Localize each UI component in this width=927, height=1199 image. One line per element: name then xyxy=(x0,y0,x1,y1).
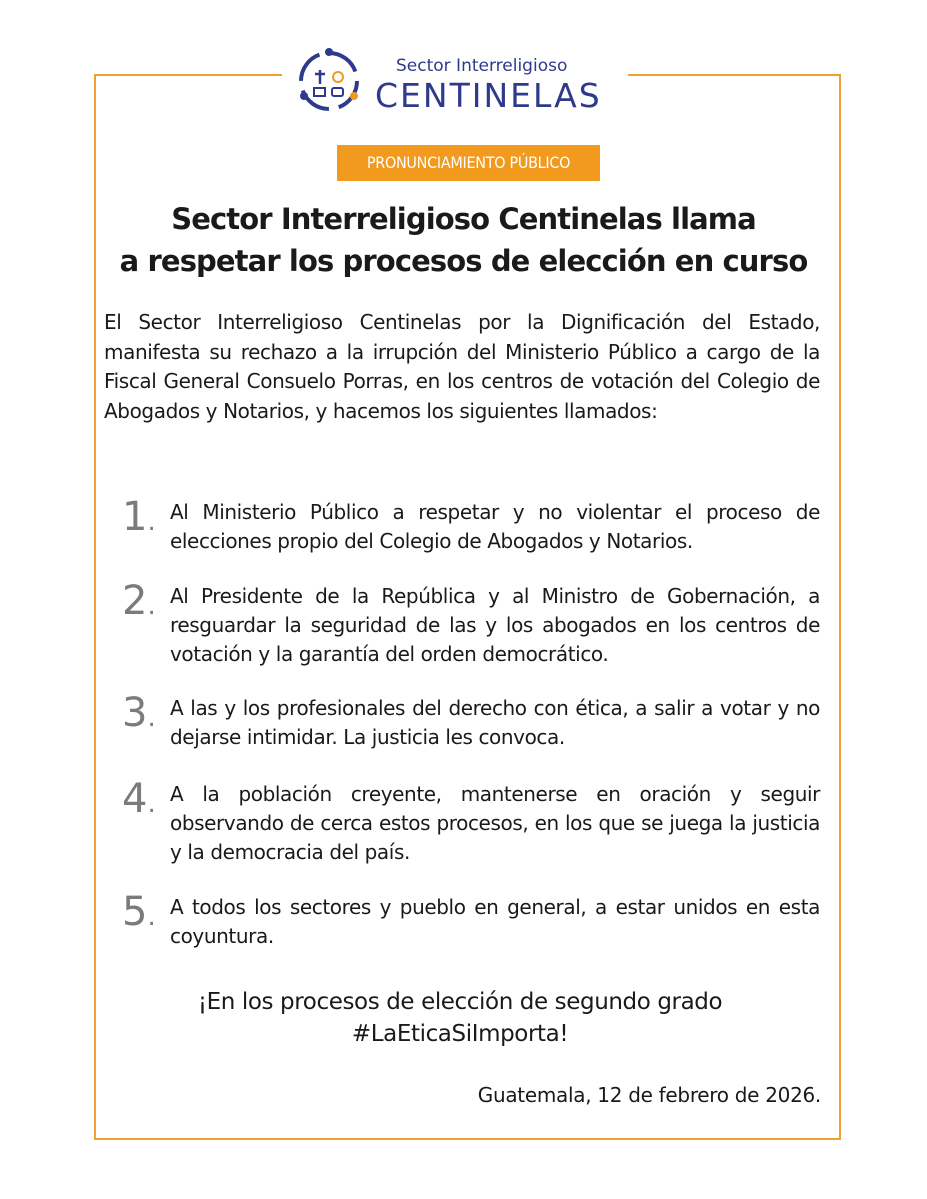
logo xyxy=(282,40,628,120)
slogan xyxy=(130,986,790,1050)
item-text: Al Ministerio Público a respetar y no violentar el proceso de elecciones propio del Colegio de Abogados y Notarios. xyxy=(170,500,820,553)
logo-subtitle: Sector Interreligioso xyxy=(396,56,568,76)
logo-name: CENTINELAS xyxy=(375,76,602,115)
title-line-2: a respetar los procesos de elección en curso xyxy=(119,244,808,278)
item-number: 3. xyxy=(122,690,156,736)
page-title xyxy=(100,198,827,282)
item-number: 5. xyxy=(122,889,156,935)
statement-badge: PRONUNCIAMIENTO PÚBLICO xyxy=(337,145,600,181)
item-text: Al Presidente de la República y al Ministro de Gobernación, a resguardar la seguridad de las y los abogados en los centros de votación y la garantía del orden democrático. xyxy=(170,584,820,666)
date-line: Guatemala, 12 de febrero de 2026. xyxy=(477,1083,821,1107)
item-number: 4. xyxy=(122,776,156,822)
item-text: A las y los profesionales del derecho con ética, a salir a votar y no dejarse intimidar. La justicia les convoca. xyxy=(170,696,820,749)
item-text: A todos los sectores y pueblo en general, a estar unidos en esta coyuntura. xyxy=(170,895,820,948)
item-number: 2. xyxy=(122,578,156,624)
slogan-line-1: ¡En los procesos de elección de segundo grado xyxy=(197,989,723,1015)
item-text: A la población creyente, mantenerse en oración y seguir observando de cerca estos procesos, en los que se juega la justicia y la democracia del país. xyxy=(170,782,820,864)
title-line-1: Sector Interreligioso Centinelas llama xyxy=(171,202,756,236)
slogan-hashtag: #LaEticaSiImporta! xyxy=(351,1021,569,1047)
circle-people-faith-icon xyxy=(294,46,364,116)
intro-paragraph: El Sector Interreligioso Centinelas por la Dignificación del Estado, manifesta su rechazo a la irrupción del Ministerio Público a cargo de la Fiscal General Consuelo Porras, en los centros de votación del Colegio de Abogados y Notarios, y hacemos los siguientes llamados: xyxy=(104,310,820,423)
item-number: 1. xyxy=(122,494,156,540)
